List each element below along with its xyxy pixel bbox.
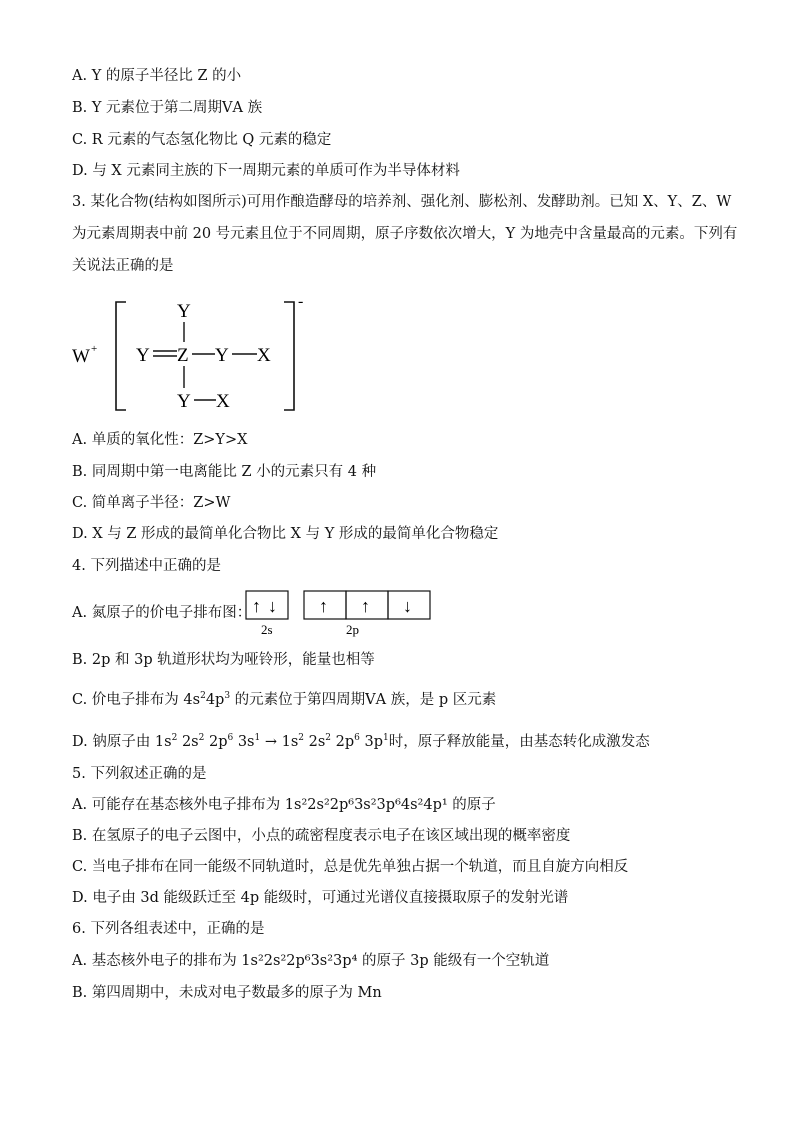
q5-option-b: B. 在氢原子的电子云图中，小点的疏密程度表示电子在该区域出现的概率密度 — [72, 828, 571, 844]
cation-charge: + — [91, 343, 98, 355]
right-bracket — [284, 302, 294, 410]
q4-c-text-2: 4p — [205, 692, 225, 708]
q4-d-part: 2s — [177, 734, 199, 750]
q2-option-a: A. Y 的原子半径比 Z 的小 — [72, 68, 242, 84]
q3-option-c: C. 简单离子半径：Z>W — [72, 495, 231, 511]
q4-d-part: 2s — [304, 734, 326, 750]
atom-y-left: Y — [136, 345, 150, 366]
q5-option-a: A. 可能存在基态核外电子排布为 1s²2s²2p⁶3s²3p⁶4s²4p¹ 的原子 — [72, 797, 496, 813]
q4-d-sup: 2 — [298, 733, 305, 743]
q2-option-d: D. 与 X 元素同主族的下一周期元素的单质可作为半导体材料 — [72, 163, 460, 179]
q4-d-part: → 1s — [260, 734, 299, 750]
q2-option-b: B. Y 元素位于第二周期ⅤA 族 — [72, 100, 263, 116]
q4-d-sup: 6 — [227, 733, 234, 743]
atom-y-top: Y — [177, 301, 191, 322]
q4-d-part: 时，原子释放能量，由基态转化成激发态 — [388, 734, 650, 750]
cation-w: W — [72, 346, 90, 367]
q4-d-part: 2p — [204, 734, 228, 750]
q4-d-part: 3p — [359, 734, 384, 750]
q6-stem: 6. 下列各组表述中，正确的是 — [72, 921, 265, 937]
q4-d-sup: 2 — [198, 733, 205, 743]
q4-stem: 4. 下列描述中正确的是 — [72, 558, 221, 574]
atom-y-bottom: Y — [177, 391, 191, 412]
q4-d-sup: 2 — [325, 733, 332, 743]
atom-x-right: X — [257, 345, 271, 366]
q4-d-part: 3s — [233, 734, 255, 750]
atom-z: Z — [177, 345, 189, 366]
label-2s: 2s — [261, 622, 273, 637]
orbital-2s-down-arrow: ↓ — [268, 596, 277, 616]
q5-option-d: D. 电子由 3d 能级跃迁至 4p 能级时，可通过光谱仪直接摄取原子的发射光谱 — [72, 890, 569, 906]
q4-d-part: D. 钠原子由 1s — [72, 734, 172, 750]
q6-option-b: B. 第四周期中，未成对电子数最多的原子为 Mn — [72, 985, 382, 1001]
anion-charge: - — [298, 293, 304, 310]
q3-stem-line-2: 为元素周期表中前 20 号元素且位于不同周期，原子序数依次增大，Y 为地壳中含量最高的元素。下列有 — [72, 226, 738, 242]
q2-option-c: C. R 元素的气态氢化物比 Q 元素的稳定 — [72, 132, 332, 148]
q3-stem-line-3: 关说法正确的是 — [72, 258, 174, 274]
q3-stem-line-1: 3. 某化合物(结构如图所示)可用作酿造酵母的培养剂、强化剂、膨松剂、发酵助剂。已知 X、Y、Z、W — [72, 194, 732, 210]
orbital-2p-1-arrow: ↑ — [319, 596, 328, 616]
orbital-2p-3-arrow: ↓ — [403, 596, 412, 616]
q4-option-c — [72, 686, 496, 710]
q4-c-text-1: C. 价电子排布为 4s — [72, 692, 201, 708]
q3-option-d: D. X 与 Z 形成的最简单化合物比 X 与 Y 形成的最简单化合物稳定 — [72, 526, 499, 542]
q3-option-b: B. 同周期中第一电离能比 Z 小的元素只有 4 种 — [72, 464, 377, 480]
q5-stem: 5. 下列叙述正确的是 — [72, 766, 207, 782]
q4-d-sup: 1 — [383, 733, 389, 743]
orbital-2s-up-arrow: ↑ — [252, 596, 261, 616]
q4-d-sup: 1 — [254, 733, 261, 743]
q6-option-a: A. 基态核外电子的排布为 1s²2s²2p⁶3s²3p⁴ 的原子 3p 能级有一个空轨道 — [72, 953, 550, 969]
q4-c-sup-2: 3 — [224, 691, 231, 701]
q3-structure-diagram — [60, 292, 320, 418]
q5-option-c: C. 当电子排布在同一能级不同轨道时，总是优先单独占据一个轨道，而且自旋方向相反 — [72, 859, 629, 875]
q4-option-d — [72, 728, 650, 752]
q4-d-sup: 2 — [171, 733, 178, 743]
q4-option-a-prefix: A. 氮原子的价电子排布图： — [72, 605, 252, 621]
q4-d-part: 2p — [331, 734, 355, 750]
q3-option-a: A. 单质的氧化性：Z>Y>X — [72, 432, 248, 448]
atom-x-bottom: X — [216, 391, 230, 412]
q4-c-sup-1: 2 — [200, 691, 206, 701]
q4-option-b: B. 2p 和 3p 轨道形状均为哑铃形，能量也相等 — [72, 652, 375, 668]
orbital-2p-2-arrow: ↑ — [361, 596, 370, 616]
left-bracket — [116, 302, 126, 410]
atom-y-right: Y — [215, 345, 229, 366]
q4-c-text-3: 的元素位于第四周期ⅤA 族，是 p 区元素 — [230, 692, 497, 708]
nitrogen-orbital-diagram — [244, 589, 434, 639]
label-2p: 2p — [346, 622, 359, 637]
q4-d-sup: 6 — [354, 733, 360, 743]
